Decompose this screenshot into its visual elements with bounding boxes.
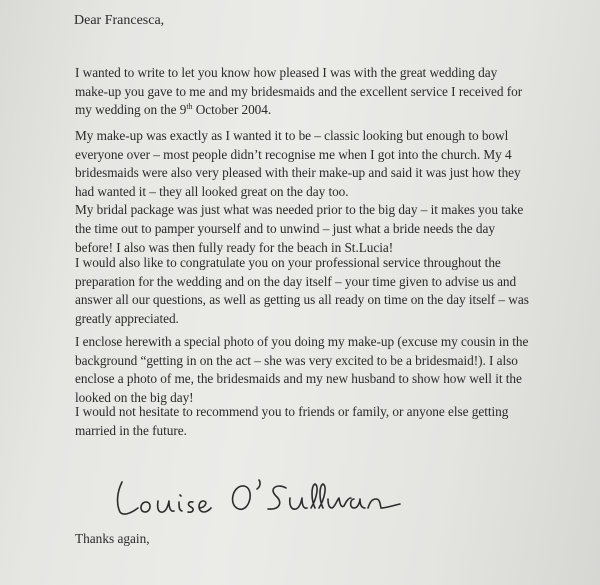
text-line: before! I also was then fully ready for the beach in St.Lucia! [75, 239, 394, 255]
text-line: answer all our questions, as well as getting us all ready on time on the day itself – was [75, 292, 529, 308]
paragraph-enclosed-photos [75, 333, 575, 407]
text-line: everyone over – most people didn’t recognise me when I got into the church. My 4 [75, 146, 512, 162]
paragraph-congratulations [75, 254, 575, 328]
letter-closing: Thanks again, [75, 531, 150, 546]
text-line: I would also like to congratulate you on your professional service throughout the [75, 255, 501, 270]
text-line: My bridal package was just what was needed prior to the big day – it makes you take [75, 202, 524, 218]
handwritten-signature [108, 468, 418, 530]
letter-greeting: Dear Francesca, [74, 13, 165, 28]
paragraph-wedding-thanks [75, 64, 575, 120]
text-line: I wanted to write to let you know how pleased I was with the great wedding day [75, 65, 498, 80]
date-text-after: October 2004. [192, 102, 272, 118]
date-ordinal-suffix: th [186, 102, 193, 112]
text-line: the time out to pamper yourself and to unwind – just what a bride needs the day [75, 220, 495, 236]
text-line: I enclose herewith a special photo of you doing my make-up (excuse my cousin in the [75, 334, 529, 349]
text-line: enclose a photo of me, the bridesmaids and my new husband to show how well it the [75, 371, 522, 387]
text-line: make-up you gave to me and my bridesmaids and the excellent service I received for [75, 83, 523, 99]
paragraph-makeup-feedback [75, 127, 575, 257]
text-line: greatly appreciated. [75, 310, 179, 326]
date-text-before: my wedding on the 9 [75, 102, 187, 118]
text-line: looked on the big day! [75, 389, 194, 405]
text-line: bridesmaids were also very pleased with their make-up and said it was just how they [75, 165, 521, 181]
text-line-date [75, 101, 575, 120]
text-line: background “getting in on the act – she was very excited to be a bridesmaid!). I also [75, 352, 518, 368]
paragraph-recommendation [75, 403, 575, 440]
text-line: preparation for the wedding and on the day itself – your time given to advise us and [75, 273, 517, 289]
text-line: married in the future. [75, 422, 187, 438]
text-line: had wanted it – they all looked great on the day too. [75, 183, 349, 199]
text-line: I would not hesitate to recommend you to friends or family, or anyone else getting [75, 404, 509, 419]
text-line: My make-up was exactly as I wanted it to be – classic looking but enough to bowl [75, 128, 509, 143]
